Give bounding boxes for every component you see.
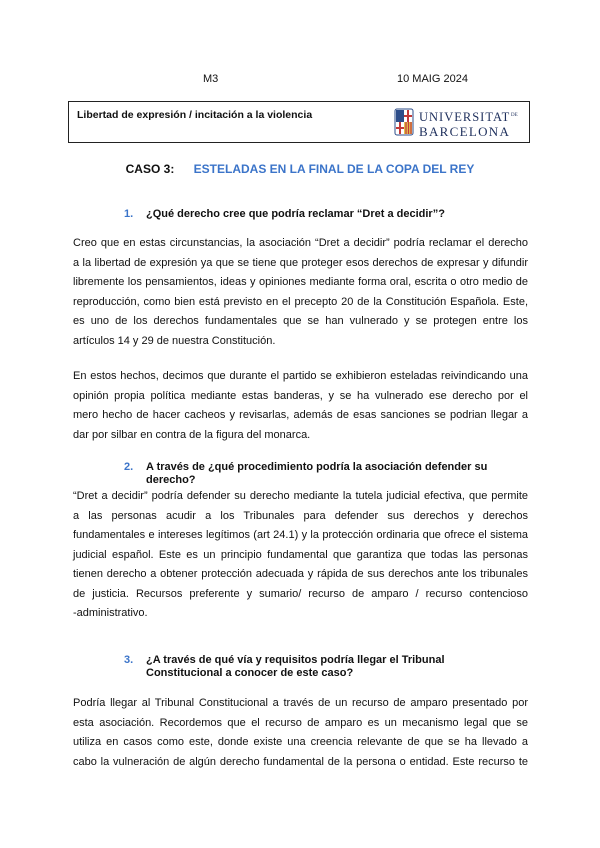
answer-1-paragraph-2 — [73, 367, 528, 445]
text-line: “Dret a decidir” podría defender su derecho mediante la tutela judicial efectiva, que permite — [73, 490, 528, 502]
university-logo — [393, 107, 527, 139]
text-line: cabo la vulneración de algún derecho fundamental de la persona o entidad. Este recurso te — [73, 755, 528, 768]
question-number: 3. — [124, 654, 134, 666]
question-text-continued: derecho? — [146, 474, 196, 486]
question-text: A través de ¿qué procedimiento podría la asociación defender su — [146, 461, 488, 473]
question-text-continued: Constitucional a conocer de este caso? — [146, 667, 354, 679]
logo-text-top: UNIVERSITAT — [419, 110, 511, 124]
text-line: opinión propia política mediante estas banderas, y se ha vulnerado ese derecho por el — [73, 389, 528, 402]
question-text: ¿A través de qué vía y requisitos podría llegar el Tribunal — [146, 654, 445, 666]
text-line: judicial español. Este es un principio fundamental que garantiza que todas las personas — [73, 548, 528, 561]
answer-3 — [73, 694, 528, 772]
text-line: -administrativo. — [73, 607, 148, 619]
answer-1-paragraph-1 — [73, 234, 528, 351]
text-line: fundamentales e intereses legítimos (art 24.1) y la protección ordinaria que ofrece el sistema — [73, 529, 528, 541]
text-line: dar por silbar en contra de la figura del monarca. — [73, 428, 311, 441]
subject-title: Libertad de expresión / incitación a la violencia — [77, 109, 313, 121]
case-heading — [0, 162, 600, 176]
question-number: 2. — [124, 461, 134, 473]
coat-of-arms-icon — [395, 109, 413, 135]
text-line: En estos hechos, decimos que durante el partido se exhibieron esteladas reivindicando una — [73, 370, 528, 382]
question-2 — [124, 461, 487, 487]
text-line: es uno de los derechos fundamentales que se han vulnerado y se protegen entre los — [73, 315, 528, 327]
logo-text-bottom: BARCELONA — [419, 124, 511, 139]
text-line: de justicia. Recursos preferente y sumario/ recurso de amparo / recurso contencioso — [73, 587, 528, 600]
text-line: a la libertad de expresión ya que se tiene que proteger esos derechos de expresar y difundir — [73, 256, 528, 269]
text-line: libremente los pensamientos, ideas y opiniones mediante forma oral, escrita o otro medio de — [73, 276, 528, 288]
text-line: Creo que en estas circunstancias, la asociación “Dret a decidir” podría reclamar el derecho — [73, 237, 528, 249]
text-line: utiliza en casos como este, donde existe una creencia relevante de que se ha llevado a — [73, 736, 528, 748]
text-line: esta asociación. Recordemos que el recurso de amparo es un mecanismo legal que se — [73, 716, 528, 729]
answer-2 — [73, 487, 528, 624]
text-line: mero hecho de hacer cacheos y revisarlas, además de esas sanciones se podrian llegar a — [73, 409, 528, 421]
question-number: 1. — [124, 208, 134, 220]
case-title: ESTELADAS EN LA FINAL DE LA COPA DEL REY — [193, 162, 475, 176]
logo-text-de: DE — [511, 113, 518, 118]
question-3 — [124, 654, 445, 680]
text-line: a las personas acudir a los Tribunales para defender sus derechos y derechos — [73, 509, 528, 522]
module-label: M3 — [203, 73, 219, 85]
text-line: reproducción, como bien está previsto en el precepto 20 de la Constitución Española. Este, — [73, 295, 528, 308]
text-line: Podría llegar al Tribunal Constitucional a través de un recurso de amparo presentado por — [73, 697, 528, 709]
text-line: tienen derecho a obtener protección adecuada y rápida de sus derechos ante los tribunales — [73, 568, 528, 580]
case-label: CASO 3: — [125, 162, 175, 176]
text-line: artículos 14 y 29 de nuestra Constitución. — [73, 334, 276, 347]
document-date: 10 MAIG 2024 — [397, 73, 468, 85]
question-1 — [124, 208, 445, 221]
question-text: ¿Qué derecho cree que podría reclamar “Dret a decidir”? — [146, 208, 445, 220]
title-box — [68, 101, 530, 143]
